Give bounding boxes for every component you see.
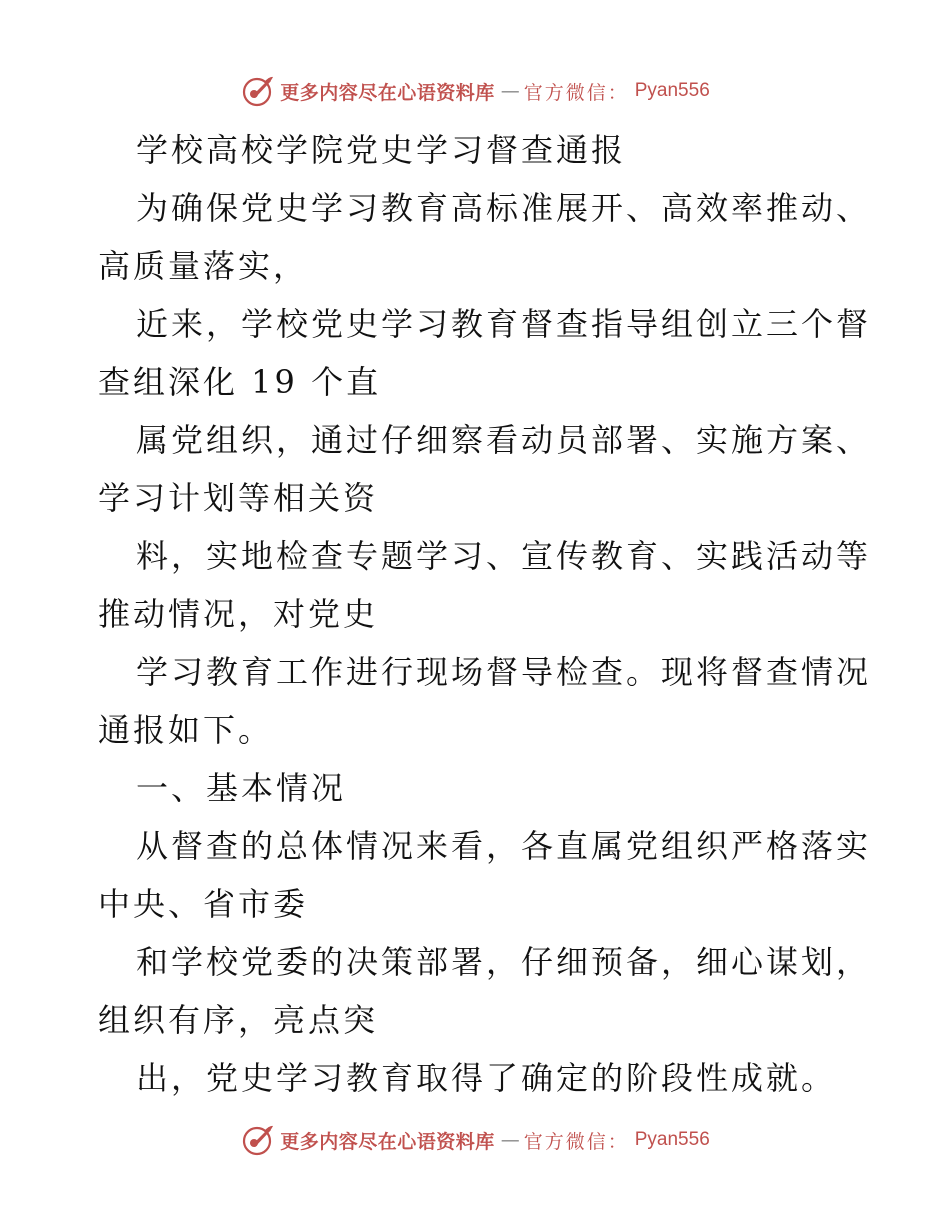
banner-official-label: 官方微信： — [523, 1130, 629, 1153]
quill-pen-logo-icon — [240, 74, 274, 108]
paragraph-line: 通报如下。 — [98, 711, 274, 749]
paragraph-line: 属党组织，通过仔细察看动员部署、实施方案、 — [136, 421, 872, 459]
paragraph-line: 高质量落实， — [98, 247, 309, 285]
paragraph-line: 和学校党委的决策部署，仔细预备，细心谋划， — [136, 943, 872, 981]
footer-banner — [0, 1120, 950, 1160]
banner-separator: — — [500, 1129, 518, 1151]
quill-pen-logo-icon — [240, 1123, 274, 1157]
banner-official-label: 官方微信： — [523, 81, 629, 104]
paragraph-line: 从督查的总体情况来看，各直属党组织严格落实 — [136, 827, 872, 865]
banner-slogan: 更多内容尽在心语资料库 — [280, 81, 495, 104]
paragraph-line: 组织有序，亮点突 — [98, 1001, 379, 1039]
banner-wechat-id: Pyan556 — [634, 1129, 710, 1150]
paragraph-line: 中央、省市委 — [98, 885, 309, 923]
paragraph-line: 学习计划等相关资 — [98, 479, 379, 517]
paragraph-line: 出，党史学习教育取得了确定的阶段性成就。 — [136, 1059, 837, 1097]
banner-separator: — — [500, 80, 518, 102]
document-body — [98, 121, 872, 1107]
paragraph-line: 查组深化 19 个直 — [98, 363, 382, 401]
paragraph-line: 学习教育工作进行现场督导检查。现将督查情况 — [136, 653, 872, 691]
banner-wechat-id: Pyan556 — [634, 80, 710, 101]
paragraph-line: 为确保党史学习教育高标准展开、高效率推动、 — [136, 189, 872, 227]
section-heading: 一、基本情况 — [136, 769, 347, 807]
paragraph-line: 推动情况，对党史 — [98, 595, 379, 633]
paragraph-line: 料，实地检查专题学习、宣传教育、实践活动等 — [136, 537, 872, 575]
paragraph-line: 近来，学校党史学习教育督查指导组创立三个督 — [136, 305, 872, 343]
banner-slogan: 更多内容尽在心语资料库 — [280, 1130, 495, 1153]
document-title: 学校高校学院党史学习督查通报 — [136, 131, 627, 169]
header-banner — [0, 71, 950, 111]
